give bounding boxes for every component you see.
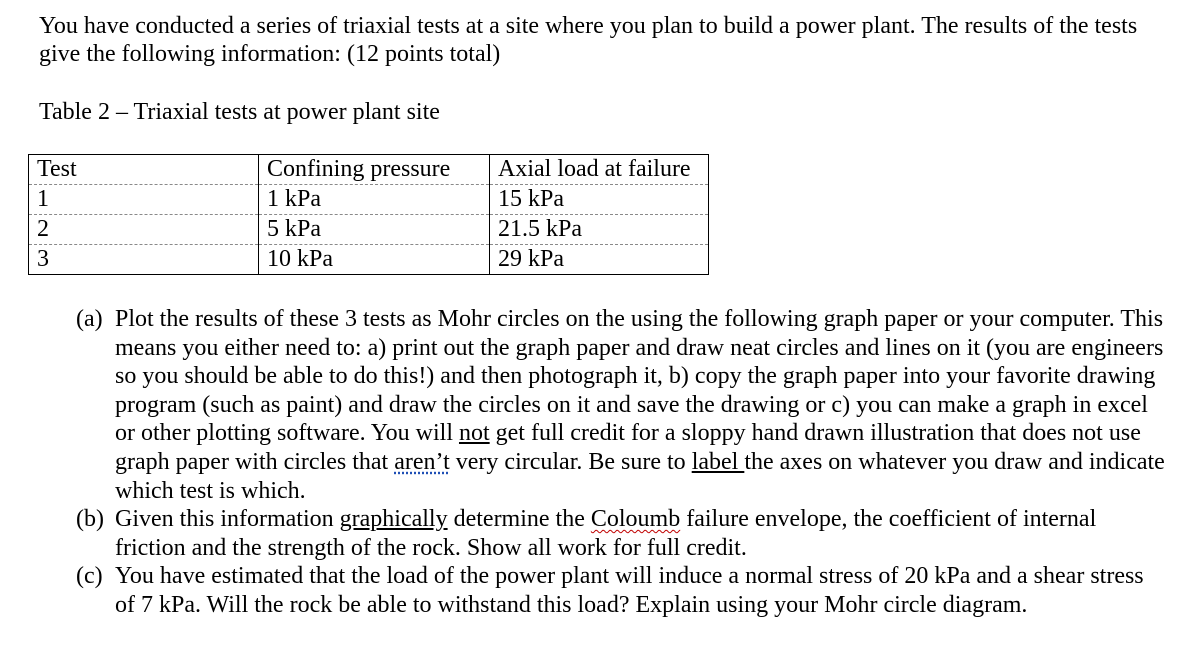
question-text: very circular. Be sure to (449, 448, 692, 475)
cell-axial-load: 21.5 kPa (490, 215, 709, 245)
question-list (76, 305, 1166, 620)
underlined-word: label (691, 448, 745, 475)
question-text: determine the (447, 506, 591, 533)
header-axial-load: Axial load at failure (490, 155, 709, 185)
cell-test: 2 (29, 215, 259, 245)
table-row (29, 215, 709, 245)
question-label: (a) (76, 306, 103, 332)
question-c (76, 562, 1166, 619)
question-text: the axes on whatever you draw and indicate which test is which. (115, 448, 1165, 504)
question-text: failure envelope, the coefficient of internal friction and the strength of the rock. Show all work for full credit. (115, 506, 1097, 561)
table-row (29, 245, 709, 275)
table-row (29, 185, 709, 215)
problem-intro: You have conducted a series of triaxial tests at a site where you plan to build a power plant. The results of the tests give the following information: (12 points total) (39, 13, 1138, 67)
question-label: (b) (76, 506, 104, 533)
question-text: get full credit for a sloppy hand drawn illustration that does not use graph paper with circles that (115, 420, 1141, 475)
table-header-row (29, 155, 709, 185)
cell-axial-load: 29 kPa (490, 245, 709, 275)
underlined-word: not (458, 420, 490, 447)
cell-confining-pressure: 10 kPa (259, 245, 490, 275)
cell-confining-pressure: 1 kPa (259, 185, 490, 215)
question-text: Plot the results of these 3 tests as Mohr circles on the using the following graph paper or your computer. This means you either need to: a) print out the graph paper and draw neat circles and lines on it (you are engineers so you should be able to do this!) and then photograph it, b) copy the graph paper into your favorite drawing program (such as paint) and draw the circles on it and save the drawing or c) you can make a graph in excel or other plotting software. You will (115, 306, 1164, 447)
table-caption: Table 2 – Triaxial tests at power plant site (39, 99, 440, 125)
underlined-word: aren’t (394, 448, 450, 475)
question-text: Given this information (115, 506, 340, 533)
underlined-word: graphically (339, 506, 448, 533)
header-test: Test (29, 155, 259, 185)
cell-confining-pressure: 5 kPa (259, 215, 490, 245)
cell-test: 3 (29, 245, 259, 275)
header-confining-pressure: Confining pressure (259, 155, 490, 185)
triaxial-results-table (28, 154, 709, 275)
cell-axial-load: 15 kPa (490, 185, 709, 215)
spellcheck-word: Coloumb (590, 506, 681, 533)
question-a (76, 305, 1166, 505)
cell-test: 1 (29, 185, 259, 215)
question-b (76, 505, 1166, 562)
question-label: (c) (76, 563, 103, 590)
question-text: You have estimated that the load of the power plant will induce a normal stress of 20 kPa and a shear stress of 7 kPa. Will the rock be able to withstand this load? Explain using your Mohr circle diagram. (115, 563, 1144, 618)
